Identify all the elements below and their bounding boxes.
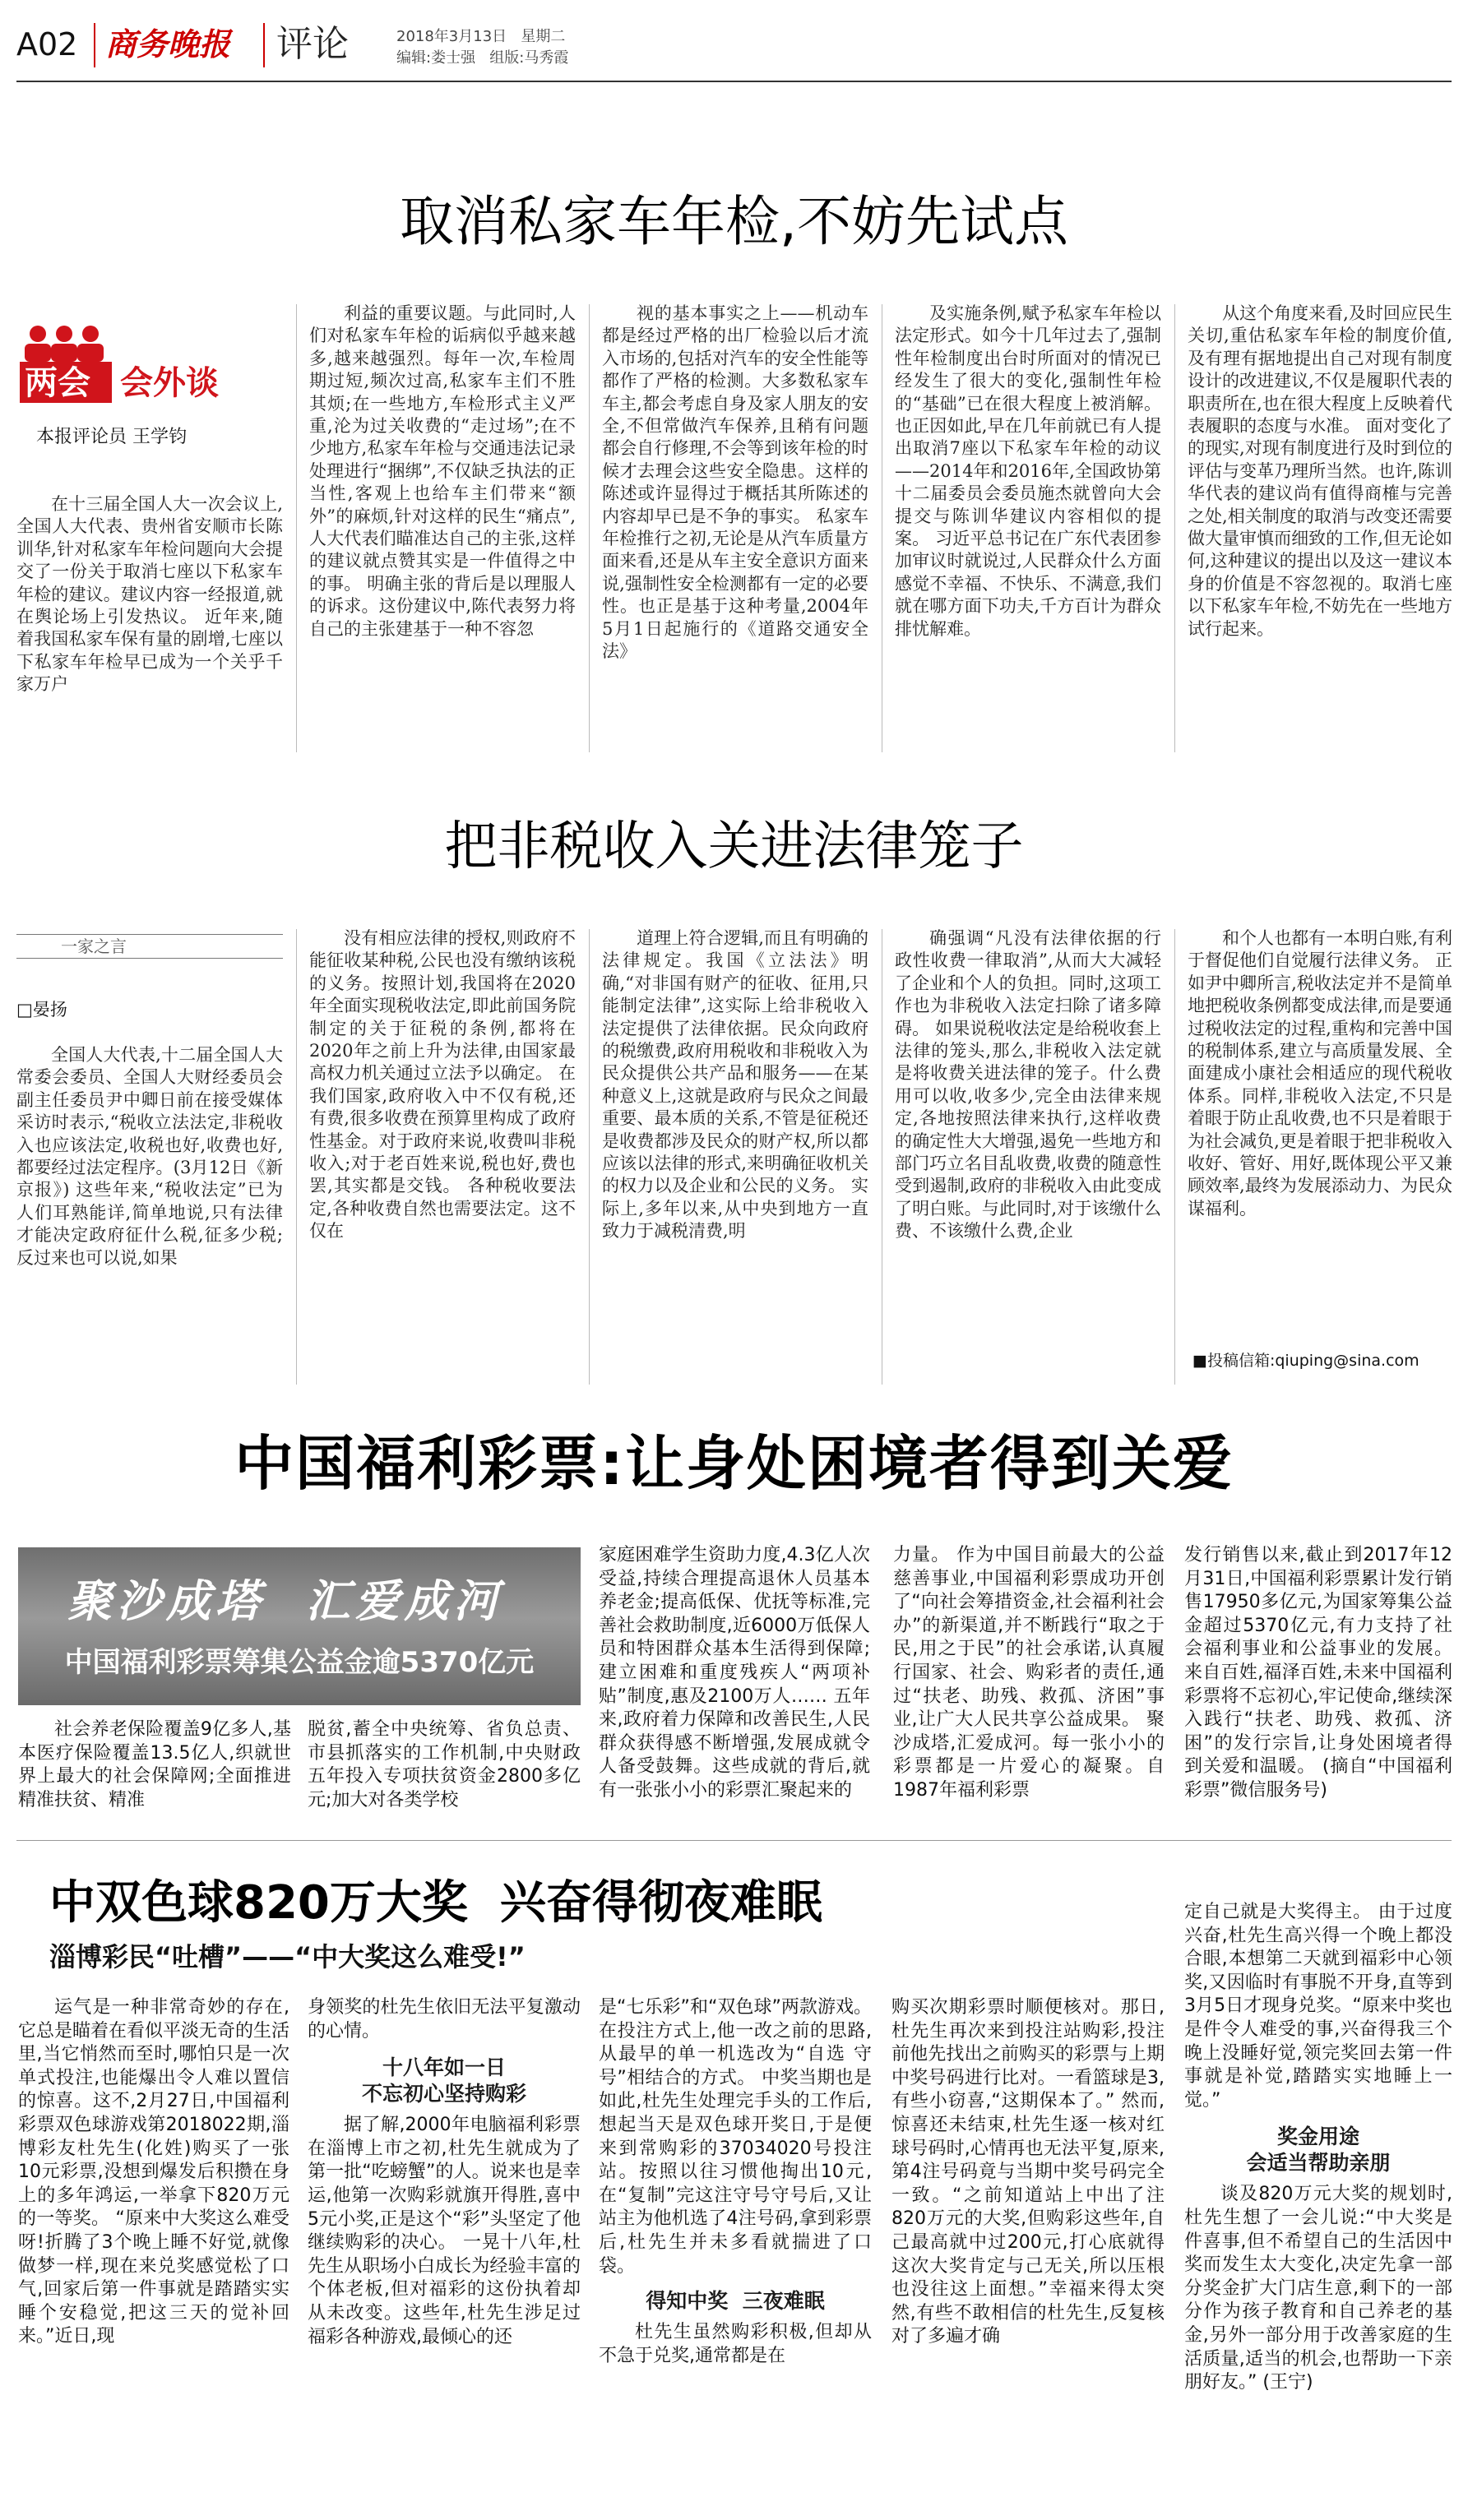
article2-title: 把非税收入关进法律笼子	[444, 816, 1024, 877]
article4-column-2	[308, 1996, 581, 2506]
section-divider	[16, 1840, 1452, 1841]
article2-tag	[16, 934, 283, 959]
liang-hui-logo	[16, 322, 263, 413]
column-rule	[589, 304, 590, 752]
article1-text: 视的基本事实之上——机动车都是经过严格的出厂检验以后才流入市场的,包括对汽车的安全性能等都作了严格的检测。大多数私家车车主,都会考虑自身及家人朋友的安全,不但常做汽车保养,且稍有问题都会自行修理,不会等到该年检的时候才去理会这些安全隐患。这样的陈述或许显得过于概括其所陈述的内容却早已是不争的事实。 私家车年检推行之初,无论是从汽车质量方面来看,还是从车主安全意识方面来说,强制性安全检测都有一定的必要性。也正是基于这种考量,2004年5月1日起施行的《道路交通安全法》	[602, 303, 868, 662]
article4-text: 定自己就是大奖得主。 由于过度兴奋,杜先生高兴得一个晚上都没合眼,本想第二天就到福彩中心领奖,又因临时有事脱不开身,直等到3月5日才现身兑奖。“原来中奖也是件令人难受的事,兴奋得我三个晚上没睡好觉,领完奖回去第一件事就是补觉,踏踏实实地睡上一觉。”	[1184, 1902, 1452, 2111]
article4-text: 据了解,2000年电脑福利彩票在淄博上市之初,杜先生就成为了第一批“吃螃蟹”的人。说来也是幸运,他第一次购彩就旗开得胜,喜中5元小奖,正是这个“彩”头坚定了他继续购彩的决心。 一晃十八年,杜先生从职场小白成长为经验丰富的个体老板,但对福彩的这份执着却从未改变。这些年,杜先生涉足过福彩各种游戏,最倾心的还	[308, 2115, 581, 2347]
submission-email: ■投稿信箱:qiuping@sina.com	[1192, 1352, 1419, 1370]
lottery-banner	[18, 1547, 581, 1705]
article4-column-5	[1184, 1901, 1452, 2509]
editor: 编辑:娄士强	[396, 49, 476, 67]
masthead-rule	[16, 81, 1452, 82]
article3-text: 脱贫,蓄全中央统筹、省负总责、市县抓落实的工作机制,中央财政五年投入专项扶贫资金2800多亿元;加大对各类学校	[308, 1719, 581, 1810]
article4-column-4	[891, 1996, 1165, 2506]
article1-text: 及实施条例,赋予私家车年检以法定形式。如今十几年过去了,强制性年检制度出台时所面对的情况已经发生了很大的变化,强制性年检的“基础”已在很大程度上被消解。也正因如此,早在几年前就已有人提出取消7座以下私家车年检的动议——2014年和2016年,全国政协第十二届委员会委员施杰就曾向大会提交与陈训华建议内容相似的提案。 习近平总书记在广东代表团参加审议时就说过,人民群众什么方面感觉不幸福、不快乐、不满意,我们就在哪方面下功夫,千方百计为群众排忧解难。	[895, 303, 1161, 639]
section-heading: 得知中奖 三夜难眠	[646, 2289, 825, 2314]
column-rule	[589, 929, 590, 1385]
article1-byline: 本报评论员 王学钧	[36, 427, 187, 447]
article4-title: 中双色球820万大奖 兴奋得彻夜难眠	[49, 1876, 822, 1930]
date: 2018年3月13日	[396, 28, 507, 45]
masthead-credits	[396, 49, 568, 67]
designer: 组版:马秀霞	[489, 49, 569, 67]
masthead-date	[396, 28, 565, 46]
column-rule	[1174, 304, 1175, 752]
article2-column-3	[602, 927, 868, 1385]
page-number: A02	[16, 26, 78, 62]
article4-subtitle: 淄博彩民“吐槽”——“中大奖这么难受!”	[49, 1941, 526, 1972]
article1-text: 利益的重要议题。与此同时,人们对私家车年检的诟病似乎越来越多,越来越强烈。每年一次,车检周期过短,频次过高,私家车主们不胜其烦;在一些地方,车检形式主义严重,沦为过关收费的“走过场”;在不少地方,私家车年检与交通违法记录处理进行“捆绑”,不仅缺乏执法的正当性,客观上也给车主们带来“额外”的麻烦,针对这样的民生“痛点”,人大代表们瞄准达自己的主张,这样的建议就点赞其实是一件值得之中的事。 明确主张的背后是以理服人的诉求。这份建议中,陈代表努力将自己的主张建基于一种不容忽	[309, 303, 576, 639]
article1-column-2	[309, 303, 576, 755]
banner-slogan: 聚沙成塔 汇爱成河	[67, 1574, 503, 1627]
article2-text: 全国人大代表,十二届全国人大常委会委员、全国人大财经委员会副主任委员尹中卿日前在接受媒体采访时表示,“税收立法法定,非税收入也应该法定,收税也好,收费也好,都要经过法定程序。(3月12日《新京报》) 这些年来,“税收法定”已为人们耳熟能详,简单地说,只有法律才能决定政府征什么税,征多少税;反过来也可以说,如果	[16, 1045, 283, 1268]
article4-text: 购买次期彩票时顺便核对。那日,杜先生再次来到投注站购彩,投注前他先找出之前购买的彩票与上期中奖号码进行比对。一看篮球是3,有些小窃喜,“这期保本了。” 然而,惊喜还未结束,杜先生逐一核对红球号码时,心情再也无法平复,原来,第4注号码竟与当期中奖号码完全一致。“之前知道站上中出了注820万元的大奖,但购彩这些年,自己最高就中过200元,打心底就得这次大奖肯定与己无关,所以压根也没往这上面想。”幸福来得太突然,有些不敢相信的杜先生,反复核对了多遍才确	[891, 1997, 1165, 2347]
article4-text: 是“七乐彩”和“双色球”两款游戏。在投注方式上,他一改之前的思路,从最早的单一机选改为“自选 守号”相结合的方式。 中奖当期也是如此,杜先生处理完手头的工作后,想起当天是双色球开奖日,于是便来到常购彩的37034020号投注站。按照以往习惯他掏出10元,在“复制”完这注守号守号后,又让站主为他机选了4注号码,拿到彩票后,杜先生并未多看就揣进了口袋。	[599, 1997, 872, 2277]
paper-logo: 商务晚报	[105, 25, 231, 62]
article3-column-1	[18, 1718, 291, 1825]
article4-text: 谈及820万元大奖的规划时,杜先生想了一会儿说:“中大奖是件喜事,但不希望自己的生活因中奖而发生太大变化,决定先拿一部分奖金扩大门店生意,剩下的一部分作为孩子教育和自己养老的基金,另外一部分用于改善家庭的生活质量,适当的机会,也帮助一下亲朋好友。” (王宁)	[1184, 2184, 1452, 2393]
article3-column-5	[1184, 1544, 1452, 1825]
article4-text: 身领奖的杜先生依旧无法平复激动的心情。	[308, 1997, 581, 2041]
column-tag: 一家之言	[61, 936, 127, 956]
article3-text: 社会养老保险覆盖9亿多人,基本医疗保险覆盖13.5亿人,织就世界上最大的社会保障网;全面推进精准扶贫、精准	[18, 1719, 291, 1810]
article2-text: 道理上符合逻辑,而且有明确的法律规定。我国《立法法》明确,“对非国有财产的征收、征用,只能制定法律”,这实际上给非税收入法定提供了法律依据。民众向政府的税缴费,政府用税收和非税收入为民众提供公共产品和服务——在某种意义上,这就是政府与民众之间最重要、最本质的关系,不管是征税还是收费都涉及民众的财产权,所以都应该以法律的形式,来明确征收机关的权力以及企业和公民的义务。 实际上,多年以来,从中央到地方一直致力于减税清费,明	[602, 928, 868, 1242]
article1-title: 取消私家车年检,不妨先试点	[400, 190, 1068, 253]
masthead-divider	[94, 23, 95, 67]
article2-column-4	[895, 927, 1161, 1385]
logo-text-left: 两会	[25, 364, 90, 402]
article1-column-5	[1188, 303, 1452, 755]
article4-column-1	[18, 1996, 289, 2506]
section-heading: 奖金用途	[1276, 2125, 1359, 2149]
masthead-divider	[263, 23, 265, 67]
column-rule	[296, 929, 297, 1385]
article3-text: 家庭困难学生资助力度,4.3亿人次受益,持续合理提高退休人员基本养老金;提高低保、优抚等标准,完善社会救助制度,近6000万低保人员和特困群众基本生活得到保障;建立困难和重度残疾人“两项补贴”制度,惠及2100万人…… 五年来,政府着力保障和改善民生,人民群众获得感不断增强,发展成就令人备受鼓舞。这些成就的背后,就有一张张小小的彩票汇聚起来的	[599, 1545, 870, 1801]
logo-text-right: 会外谈	[120, 364, 219, 402]
article1-text: 从这个角度来看,及时回应民生关切,重估私家车年检的制度价值,及有理有据地提出自己对现有制度设计的改进建议,不仅是履职代表的职责所在,也在很大程度上反映着代表履职的态度与水准。 面对变化了的现实,对现有制度进行及时到位的评估与变革乃理所当然。也许,陈训华代表的建议尚有值得商榷与完善之处,相关制度的取消与改变还需要做大量审慎而细致的工作,但无论如何,这种建议的提出以及这一建议本身的价值是不容忽视的。取消七座以下私家车年检,不妨先在一些地方试行起来。	[1188, 303, 1452, 639]
article1-text: 在十三届全国人大一次会议上,全国人大代表、贵州省安顺市长陈训华,针对私家车年检问题向大会提交了一份关于取消七座以下私家车年检的建议。建议内容一经报道,就在舆论场上引发热议。 近年来,随着我国私家车保有量的剧增,七座以下私家车年检早已成为一个关乎千家万户	[16, 494, 283, 695]
article1-column-3	[602, 303, 868, 755]
article2-text: 和个人也都有一本明白账,有利于督促他们自觉履行法律义务。 正如尹中卿所言,税收法定并不是简单地把税收条例都变成法律,而是要通过税收法定的过程,重构和完善中国的税制体系,建立与高质量发展、全面建成小康社会相适应的现代税收体系。同样,非税收入法定,不只是着眼于防止乱收费,也不只是着眼于为社会减负,更是着眼于把非税收入收好、管好、用好,既体现公平又兼顾效率,最终为发展添动力、为民众谋福利。	[1188, 928, 1452, 1218]
article2-text: 没有相应法律的授权,则政府不能征收某种税,公民也没有缴纳该税的义务。按照计划,我国将在2020年全面实现税收法定,即此前国务院制定的关于征税的条例,都将在2020年之前上升为法律,由国家最高权力机关通过立法予以确定。 在我们国家,政府收入中不仅有税,还有费,很多收费在预算里构成了政府性基金。对于政府来说,收费叫非税收入;对于老百姓来说,税也好,费也罢,其实都是交钱。 各种税收要法定,各种收费自然也需要法定。这不仅在	[309, 928, 576, 1242]
article3-column-2	[308, 1718, 581, 1825]
article2-column-2	[309, 927, 576, 1385]
article4-text: 杜先生虽然购彩积极,但却从不急于兑奖,通常都是在	[599, 2322, 872, 2366]
article4-column-3	[599, 1996, 872, 2506]
article2-author: □晏扬	[16, 1000, 67, 1020]
article2-column-5	[1188, 927, 1452, 1339]
column-rule	[296, 304, 297, 752]
article3-column-3	[599, 1544, 870, 1825]
article3-column-4	[893, 1544, 1165, 1825]
weekday: 星期二	[521, 28, 566, 45]
column-rule	[1174, 929, 1175, 1385]
article3-text: 力量。 作为中国目前最大的公益慈善事业,中国福利彩票成功开创了“向社会筹措资金,社会福利社会办”的新渠道,并不断践行“取之于民,用之于民”的社会承诺,认真履行国家、社会、购彩者的责任,通过“扶老、助残、救孤、济困”事业,让广大人民共享公益成果。 聚沙成塔,汇爱成河。每一张小小的彩票都是一片爱心的凝聚。自1987年福利彩票	[893, 1545, 1165, 1801]
banner-subtitle: 中国福利彩票筹集公益金逾5370亿元	[64, 1646, 535, 1679]
article3-text: 发行销售以来,截止到2017年12月31日,中国福利彩票累计发行销售17950多亿元,为国家筹集公益金超过5370亿元,有力支持了社会福利事业和公益事业的发展。来自百姓,福泽百姓,未来中国福利彩票将不忘初心,牢记使命,继续深入践行“扶老、助残、救孤、济困”的发行宗旨,让身处困境者得到关爱和温暖。 (摘自“中国福利彩票”微信服务号)	[1184, 1545, 1452, 1801]
section-name: 评论	[276, 23, 349, 65]
article1-column-1	[16, 493, 283, 753]
masthead	[0, 0, 1468, 78]
section-heading: 会适当帮助亲朋	[1246, 2151, 1391, 2176]
article1-column-4	[895, 303, 1161, 755]
article2-text: 确强调“凡没有法律依据的行政性收费一律取消”,从而大大减轻了企业和个人的负担。同时,这项工作也为非税收入法定扫除了诸多障碍。 如果说税收法定是给税收套上法律的笼头,那么,非税收入法定就是将收费关进法律的笼子。什么费用可以收,收多少,完全由法律来规定,各地按照法律来执行,这样收费的确定性大大增强,遏免一些地方和部门巧立名目乱收费,收费的随意性受到遏制,政府的非税收入由此变成了明白账。与此同时,对于该缴什么费、不该缴什么费,企业	[895, 928, 1161, 1242]
article4-text: 运气是一种非常奇妙的存在,它总是瞄着在看似平淡无奇的生活里,当它悄然而至时,哪怕只是一次单式投注,也能爆出令人难以置信的惊喜。这不,2月27日,中国福利彩票双色球游戏第2018022期,淄博彩友杜先生(化姓)购买了一张10元彩票,没想到爆发后积攒在身上的多年鸿运,一举拿下820万元的一等奖。 “原来中大奖这么难受呀!折腾了3个晚上睡不好觉,就像做梦一样,现在来兑奖感觉松了口气,回家后第一件事就是踏踏实实睡个安稳觉,把这三天的觉补回来。”近日,现	[18, 1997, 289, 2347]
article2-column-1	[16, 1044, 283, 1383]
article3-title: 中国福利彩票:让身处困境者得到关爱	[234, 1429, 1234, 1498]
section-heading: 不忘初心坚持购彩	[361, 2082, 526, 2106]
section-heading: 十八年如一日	[382, 2055, 506, 2080]
